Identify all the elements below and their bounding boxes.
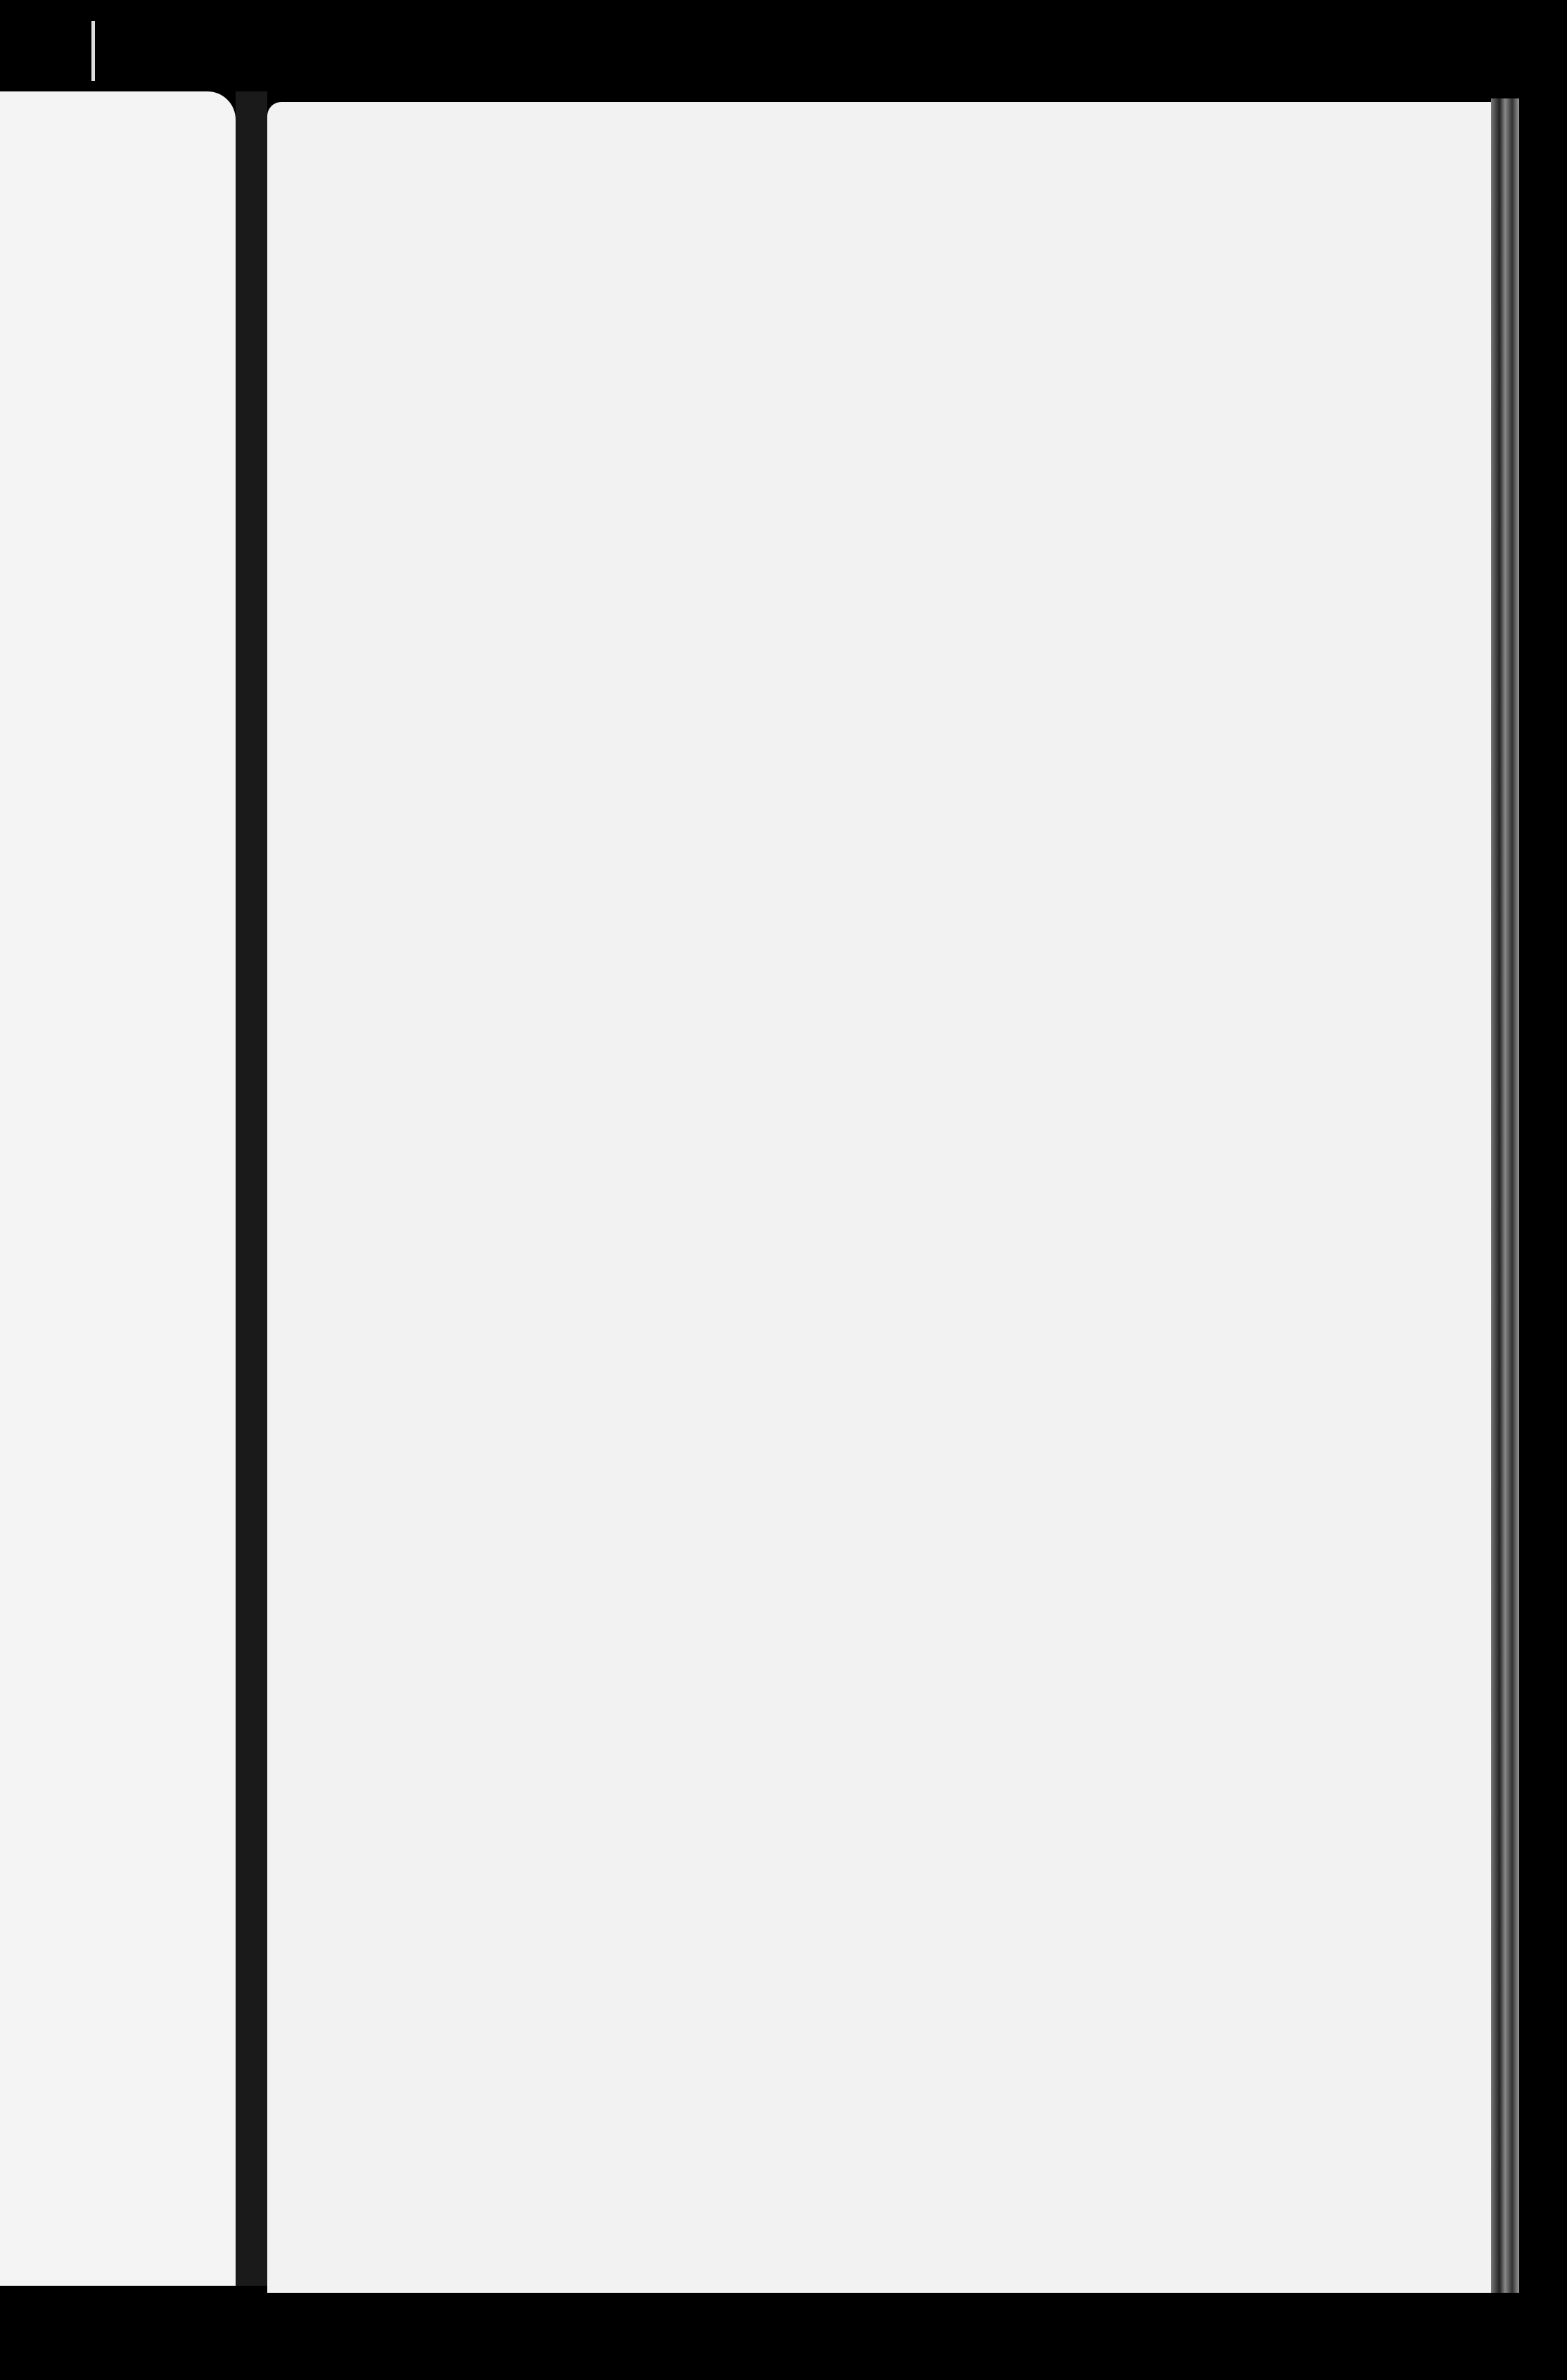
book-page bbox=[267, 102, 1505, 2293]
book-gutter bbox=[236, 91, 267, 2286]
previous-page bbox=[0, 91, 236, 2286]
scan-mark bbox=[91, 21, 95, 81]
page-edge bbox=[1491, 98, 1519, 2293]
